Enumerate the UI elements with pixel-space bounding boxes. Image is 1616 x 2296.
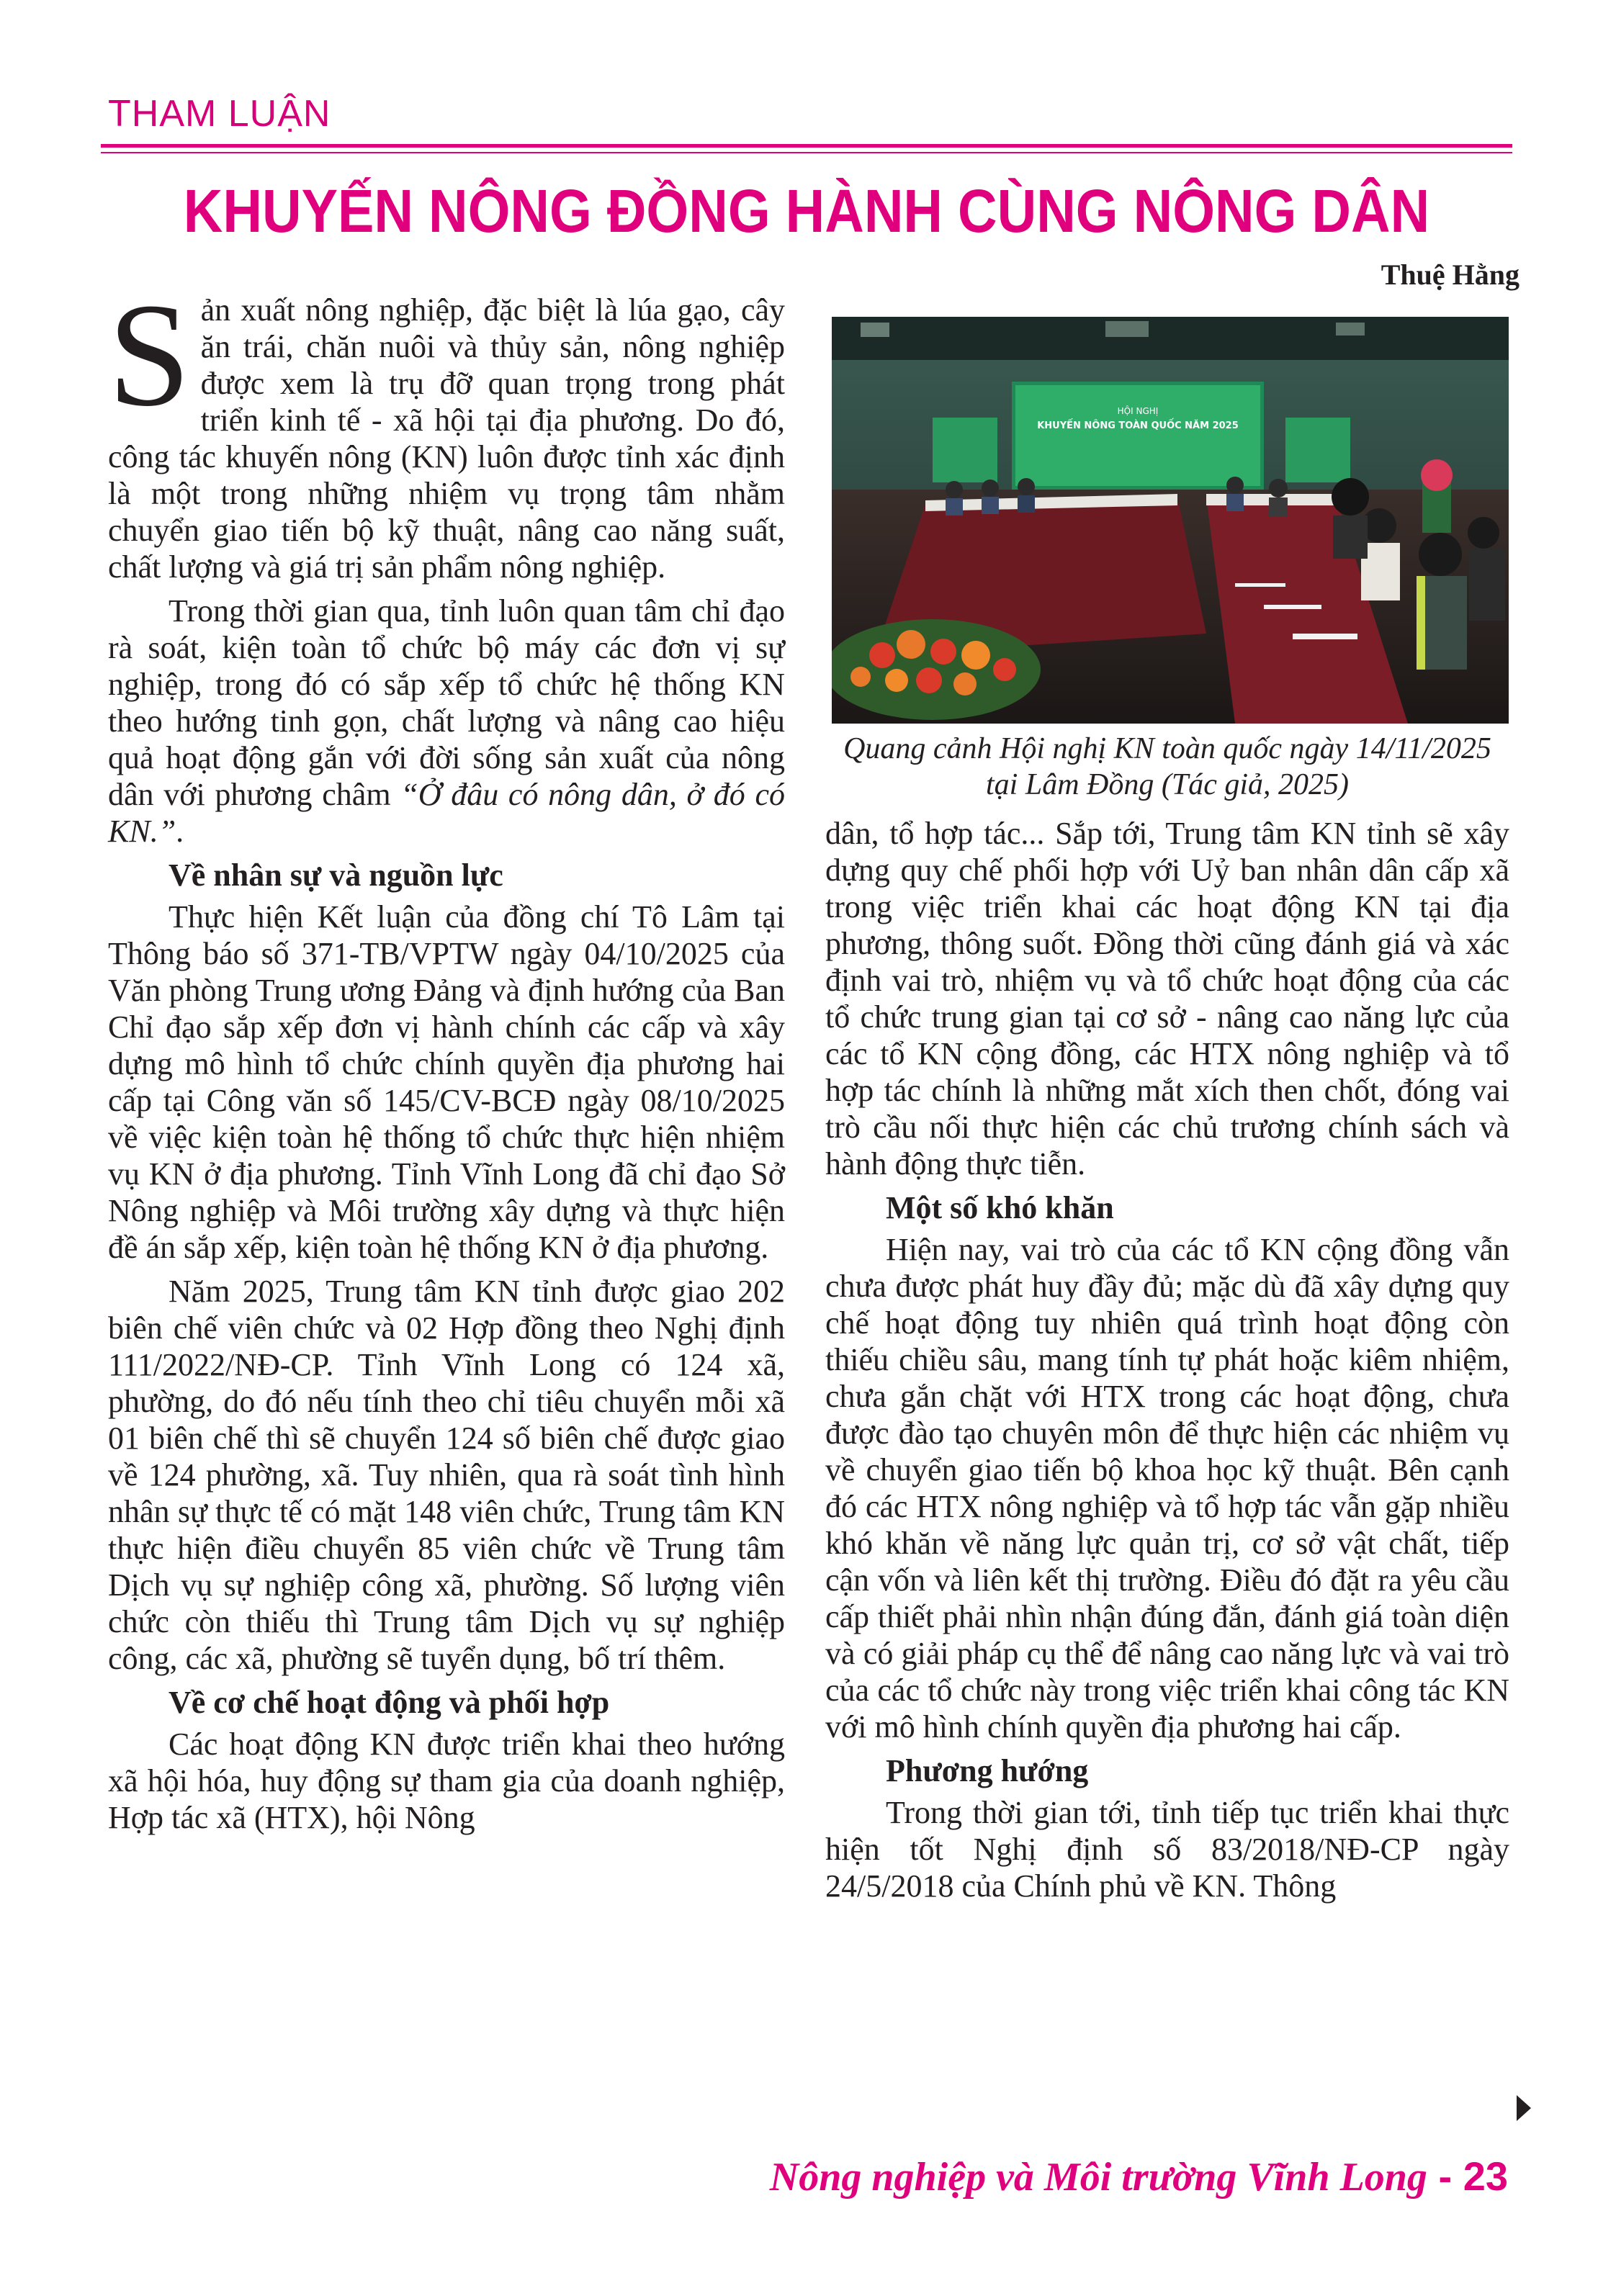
paragraph: dân, tổ hợp tác... Sắp tới, Trung tâm KN tỉnh sẽ xây dựng quy chế phối hợp với Uỷ ban nhân dân cấp xã trong việc triển khai các hoạt động KN tại địa phương, thông suốt. Đồng thời cũng đánh giá và xác định vai trò, nhiệm vụ và tổ chức hoạt động của các tổ chức trung gian tại cơ sở - nâng cao năng lực của các tổ KN cộng đồng, các HTX nông nghiệp và tổ hợp tác chính là những mắt xích then chốt, đóng vai trò cầu nối thực hiện các chủ trương chính sách và hành động thực tiễn. bbox=[825, 816, 1509, 1181]
conference-photo bbox=[832, 317, 1509, 724]
conference-photo-illustration bbox=[832, 317, 1509, 724]
motto-quote: “Ở đâu có nông dân, ở đó có KN.” bbox=[108, 777, 785, 849]
paragraph: Năm 2025, Trung tâm KN tỉnh được giao 202 biên chế viên chức và 02 Hợp đồng theo Nghị định 111/2022/NĐ-CP. Tỉnh Vĩnh Long có 124 xã, phường, do đó nếu tính theo chỉ tiêu chuyển mỗi xã 01 biên chế thì sẽ chuyển 124 số biên chế được giao về 124 phường, xã. Tuy nhiên, qua rà soát tình hình nhân sự thực tế có mặt 148 viên chức, Trung tâm KN thực hiện điều chuyển 85 viên chức về Trung tâm Dịch vụ sự nghiệp công xã, phường. Số lượng viên chức còn thiếu thì Trung tâm Dịch vụ sự nghiệp công, các xã, phường sẽ tuyển dụng, bố trí thêm. bbox=[108, 1274, 785, 1676]
page-number: 23 bbox=[1463, 2153, 1508, 2199]
paragraph-end: . bbox=[176, 814, 184, 849]
paragraph: Các hoạt động KN được triển khai theo hướng xã hội hóa, huy động sự tham gia của doanh nghiệp, Hợp tác xã (HTX), hội Nông bbox=[108, 1726, 785, 1835]
publication-name: Nông nghiệp và Môi trường Vĩnh Long bbox=[769, 2155, 1427, 2200]
paragraph bbox=[108, 593, 785, 850]
right-column bbox=[825, 815, 1509, 1912]
flower-arrangement bbox=[832, 619, 1041, 720]
paragraph: Hiện nay, vai trò của các tổ KN cộng đồng vẫn chưa được phát huy đầy đủ; mặc dù đã xây dựng quy chế hoạt động tuy nhiên quá trình hoạt động còn thiếu chiều sâu, mang tính tự phát hoặc kiêm nhiệm, chưa gắn chặt với HTX trong các hoạt động, chưa được đào tạo chuyên môn để thực hiện các nhiệm vụ về chuyển giao tiến bộ khoa học kỹ thuật. Bên cạnh đó các HTX nông nghiệp và tổ hợp tác vẫn gặp nhiều khó khăn về năng lực quản trị, cơ sở vật chất, tiếp cận vốn và liên kết thị trường. Điều đó đặt ra yêu cầu cấp thiết phải nhìn nhận đúng đắn, đánh giá toàn diện và có giải pháp cụ thể để nâng cao năng lực và vai trò của các tổ chức này trong việc triển khai công tác KN với mô hình chính quyền địa phương hai cấp. bbox=[825, 1232, 1509, 1744]
section-heading-difficulties: Một số khó khăn bbox=[886, 1190, 1114, 1225]
author-name: Thuệ Hằng bbox=[1381, 258, 1520, 291]
section-heading-mechanism: Về cơ chế hoạt động và phối hợp bbox=[169, 1685, 610, 1720]
paragraph: Thực hiện Kết luận của đồng chí Tô Lâm tại Thông báo số 371-TB/VPTW ngày 04/10/2025 của Văn phòng Trung ương Đảng và định hướng của Ban Chỉ đạo sắp xếp đơn vị hành chính các cấp và xây dựng mô hình tổ chức chính quyền địa phương hai cấp tại Công văn số 145/CV-BCĐ ngày 08/10/2025 về việc kiện toàn hệ thống tổ chức thực hiện nhiệm vụ KN ở địa phương. Tỉnh Vĩnh Long đã chỉ đạo Sở Nông nghiệp và Môi trường xây dựng và thực hiện đề án sắp xếp, kiện toàn hệ thống KN ở địa phương. bbox=[108, 899, 785, 1265]
intro-paragraph bbox=[108, 272, 785, 585]
screen-text-2: KHUYẾN NÔNG TOÀN QUỐC NĂM 2025 bbox=[1037, 420, 1239, 431]
page-footer bbox=[770, 2153, 1508, 2200]
paragraph-text: Trong thời gian qua, tỉnh luôn quan tâm chỉ đạo rà soát, kiện toàn tổ chức bộ máy các đơn vị sự nghiệp, trong đó có sắp xếp tổ chức hệ thống KN theo hướng tinh gọn, chất lượng và nâng cao hiệu quả hoạt động gắn với đời sống sản xuất của nông dân với phương châm bbox=[108, 593, 785, 812]
footer-separator: - bbox=[1427, 2153, 1463, 2199]
intro-text: ản xuất nông nghiệp, đặc biệt là lúa gạo, cây ăn trái, chăn nuôi và thủy sản, nông nghiệp được xem là trụ đỡ quan trọng trong phát triển kinh tế - xã hội tại địa phương. Do đó, công tác khuyến nông (KN) luôn được tỉnh xác định là một trong những nhiệm vụ trọng tâm nhằm chuyển giao tiến bộ kỹ thuật, nâng cao năng suất, chất lượng và giá trị sản phẩm nông nghiệp. bbox=[108, 292, 785, 585]
header-rule-thick bbox=[101, 144, 1512, 148]
continue-arrow-icon bbox=[1517, 2095, 1531, 2121]
paragraph: Trong thời gian tới, tỉnh tiếp tục triển khai thực hiện tốt Nghị định số 83/2018/NĐ-CP ngày 24/5/2018 của Chính phủ về KN. Thông bbox=[825, 1795, 1509, 1904]
header-rule-thin bbox=[101, 152, 1512, 153]
section-heading-staffing: Về nhân sự và nguồn lực bbox=[169, 857, 503, 893]
photo-caption: Quang cảnh Hội nghị KN toàn quốc ngày 14/11/2025 tại Lâm Đồng (Tác giả, 2025) bbox=[843, 732, 1491, 801]
screen-text-1: HỘI NGHỊ bbox=[1117, 406, 1159, 416]
left-column bbox=[108, 272, 785, 1843]
section-label: THAM LUẬN bbox=[108, 93, 331, 135]
article-title: KHUYẾN NÔNG ĐỒNG HÀNH CÙNG NÔNG DÂN bbox=[183, 177, 1430, 245]
drop-cap: S bbox=[108, 272, 191, 437]
section-heading-direction: Phương hướng bbox=[886, 1753, 1089, 1788]
